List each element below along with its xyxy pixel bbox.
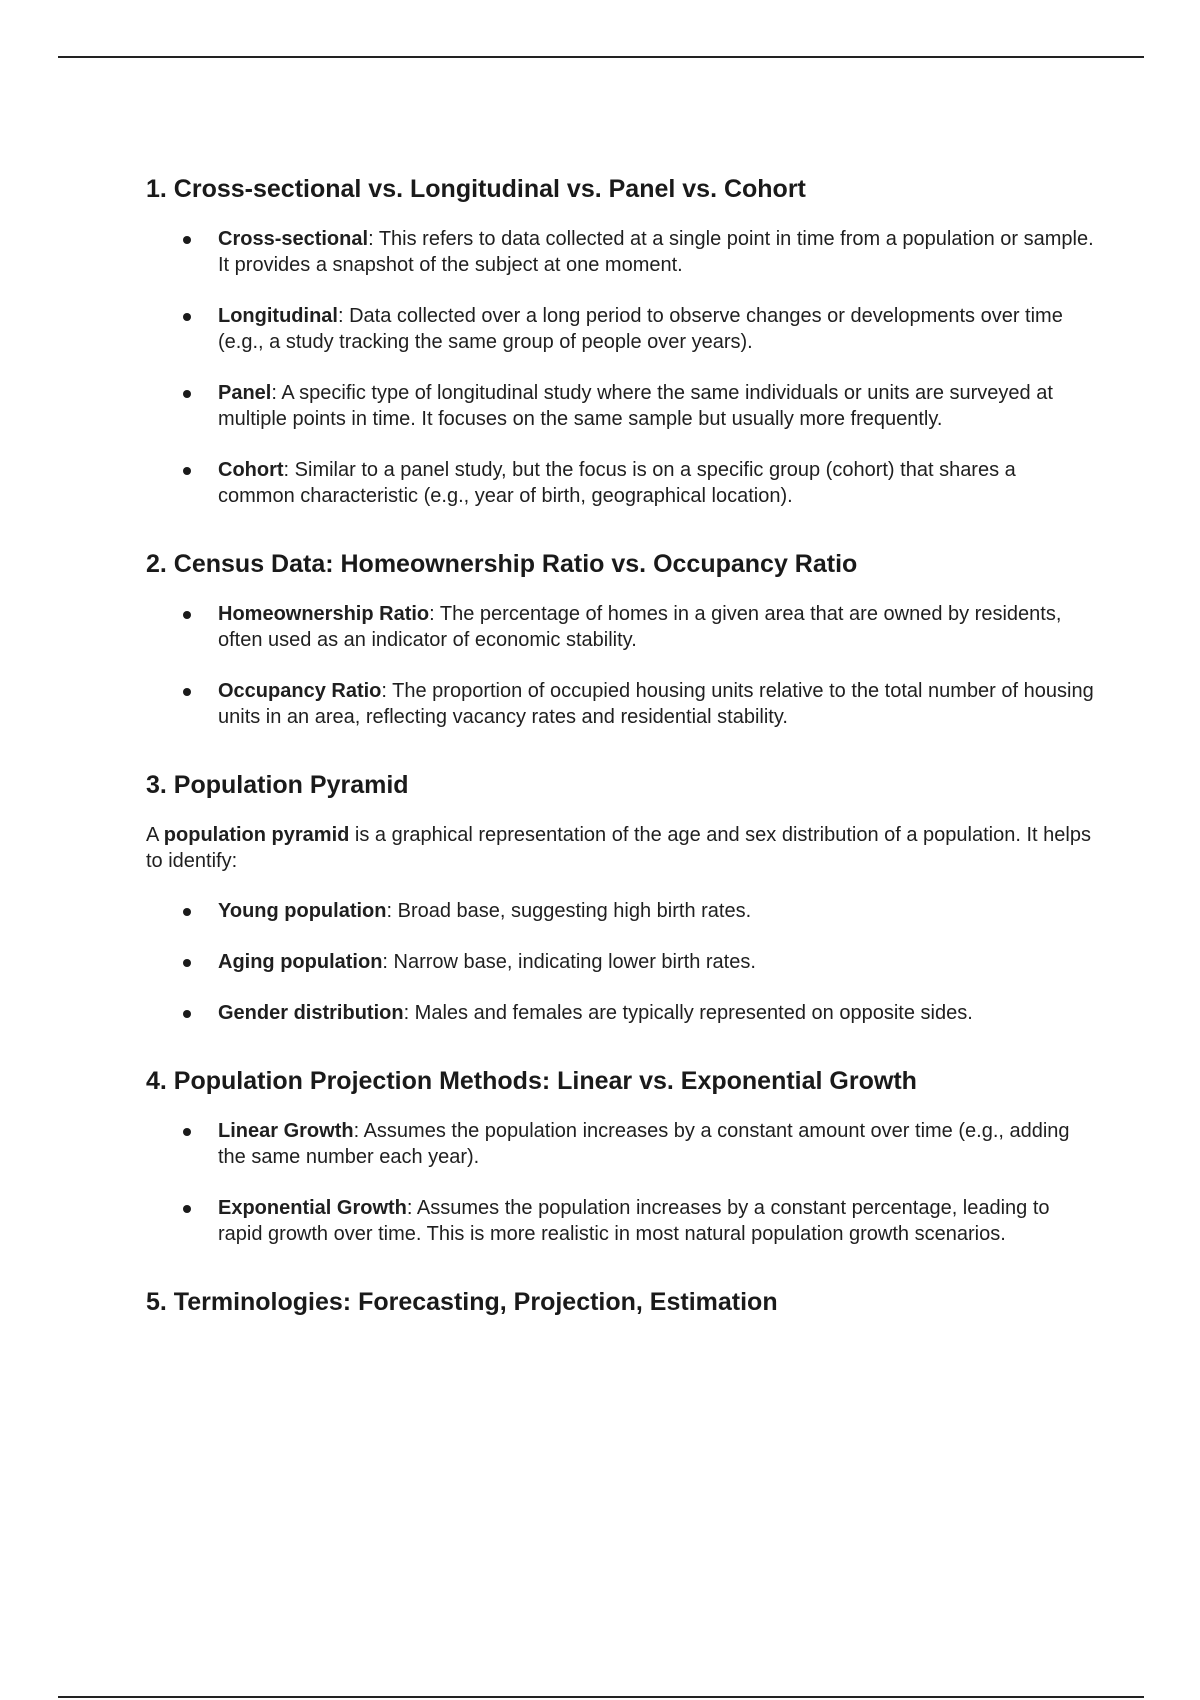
list-item [146, 949, 1096, 975]
list-item [146, 457, 1096, 509]
term-description: : Similar to a panel study, but the focus is on a specific group (cohort) that shares a common characteristic (e.g., year of birth, geographical location). [218, 459, 1016, 507]
document-body [146, 170, 1096, 1357]
section-terminologies [146, 1283, 1096, 1321]
term-label: Homeownership Ratio [218, 603, 430, 625]
term-description: : Assumes the population increases by a constant percentage, leading to rapid growth over time. This is more realistic in most natural population growth scenarios. [218, 1197, 1050, 1245]
term-description: : Data collected over a long period to observe changes or developments over time (e.g., a study tracking the same group of people over years). [218, 305, 1063, 353]
term-description: : The percentage of homes in a given area that are owned by residents, often used as an indicator of economic stability. [218, 603, 1062, 651]
bullet-icon [183, 908, 191, 916]
term-label: Linear Growth [218, 1120, 354, 1142]
bullet-icon [183, 959, 191, 967]
section-heading: 1. Cross-sectional vs. Longitudinal vs. Panel vs. Cohort [146, 175, 806, 203]
term-label: Occupancy Ratio [218, 680, 382, 702]
intro-bold-term: population pyramid [163, 824, 350, 846]
bullet-icon [183, 236, 191, 244]
section-population-pyramid [146, 766, 1096, 1026]
list-item [146, 678, 1096, 730]
bullet-list [146, 898, 1096, 1026]
term-description: : This refers to data collected at a single point in time from a population or sample. It provides a snapshot of the subject at one moment. [218, 228, 1094, 276]
bullet-list [146, 601, 1096, 730]
term-description: : Assumes the population increases by a constant amount over time (e.g., adding the same number each year). [218, 1120, 1070, 1168]
term-label: Longitudinal [218, 305, 338, 327]
intro-paragraph [146, 822, 1096, 874]
term-label: Aging population [218, 951, 383, 973]
term-description: : Narrow base, indicating lower birth rates. [382, 951, 756, 973]
bottom-rule [58, 1696, 1144, 1698]
section-heading: 3. Population Pyramid [146, 771, 409, 799]
list-item [146, 601, 1096, 653]
term-description: : The proportion of occupied housing units relative to the total number of housing units in an area, reflecting vacancy rates and residential stability. [218, 680, 1094, 728]
section-heading: 2. Census Data: Homeownership Ratio vs. Occupancy Ratio [146, 550, 858, 578]
top-rule [58, 56, 1144, 58]
section-study-designs [146, 170, 1096, 509]
term-label: Cross-sectional [218, 228, 369, 250]
term-label: Panel [218, 382, 272, 404]
intro-suffix: is a graphical representation of the age and sex distribution of a population. It helps to identify: [146, 824, 1091, 872]
bullet-icon [183, 1205, 191, 1213]
list-item [146, 1000, 1096, 1026]
list-item [146, 1195, 1096, 1247]
list-item [146, 380, 1096, 432]
bullet-list [146, 1118, 1096, 1247]
section-heading: 5. Terminologies: Forecasting, Projection, Estimation [146, 1288, 778, 1316]
term-label: Exponential Growth [218, 1197, 407, 1219]
term-description: : Broad base, suggesting high birth rates. [386, 900, 752, 922]
list-item [146, 1118, 1096, 1170]
list-item [146, 226, 1096, 278]
intro-prefix: A [146, 824, 164, 846]
section-heading: 4. Population Projection Methods: Linear vs. Exponential Growth [146, 1067, 917, 1095]
list-item [146, 898, 1096, 924]
section-projection-methods [146, 1062, 1096, 1247]
term-description: : Males and females are typically represented on opposite sides. [403, 1002, 973, 1024]
bullet-icon [183, 688, 191, 696]
bullet-icon [183, 1128, 191, 1136]
section-census-data [146, 545, 1096, 730]
bullet-icon [183, 611, 191, 619]
list-item [146, 303, 1096, 355]
bullet-list [146, 226, 1096, 509]
term-description: : A specific type of longitudinal study where the same individuals or units are surveyed at multiple points in time. It focuses on the same sample but usually more frequently. [218, 382, 1053, 430]
term-label: Young population [218, 900, 387, 922]
bullet-icon [183, 390, 191, 398]
bullet-icon [183, 467, 191, 475]
term-label: Gender distribution [218, 1002, 404, 1024]
bullet-icon [183, 1010, 191, 1018]
bullet-icon [183, 313, 191, 321]
term-label: Cohort [218, 459, 284, 481]
